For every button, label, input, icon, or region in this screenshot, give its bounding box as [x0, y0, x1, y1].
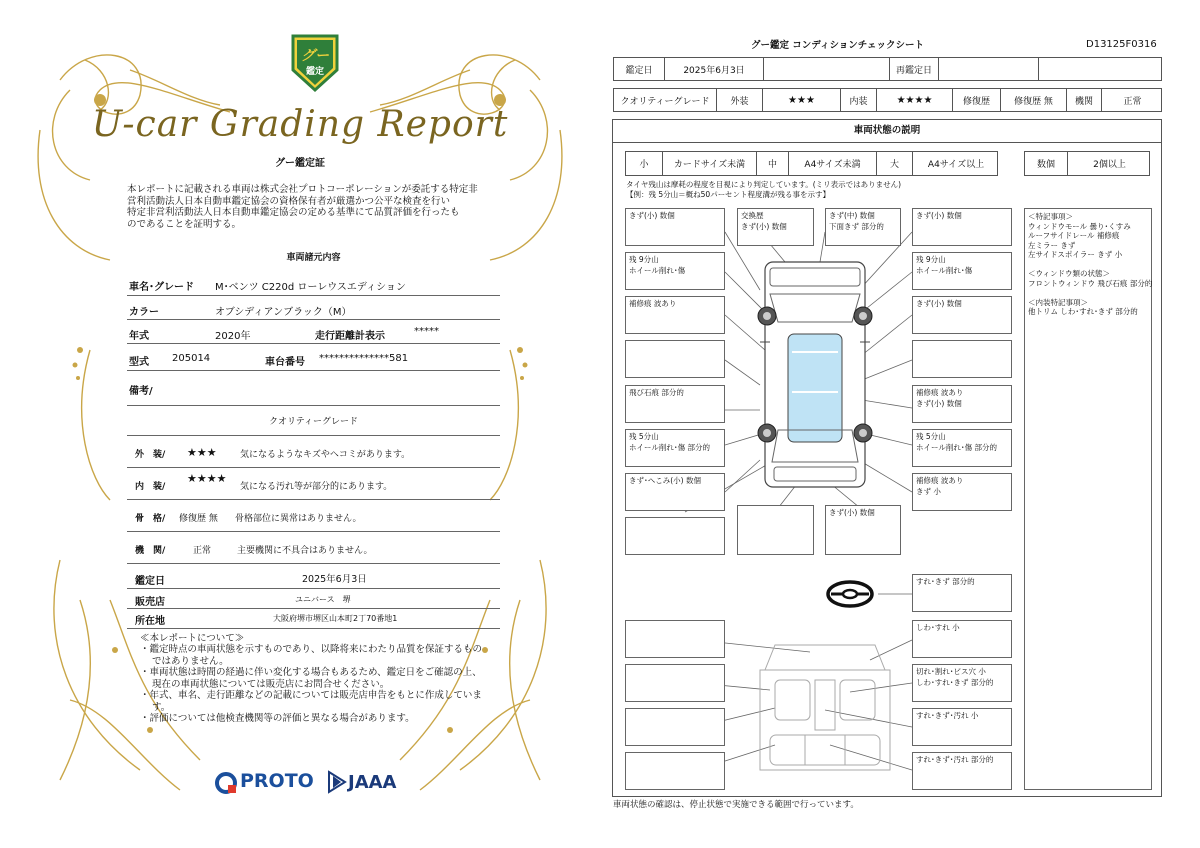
appraisal-date-value: 2025年6月3日: [302, 574, 367, 585]
size-medium-desc: A4サイズ未満: [788, 152, 876, 175]
tire-note-line: タイヤ残山は摩耗の程度を目視により判定しています。(ミリ表示ではありません): [626, 180, 902, 189]
mileage-value: *****: [414, 326, 439, 337]
interior-box: [625, 664, 725, 702]
interior-box: すれ･きず･汚れ 部分的: [912, 752, 1012, 790]
damage-box: [912, 340, 1012, 378]
quality-row-engine: [127, 532, 500, 564]
damage-box: 補修痕 波あり: [625, 296, 725, 334]
quality-section-title: クオリティーグレード: [268, 417, 359, 427]
certificate-body-line: 本レポートに記載される車両は株式会社プロトコーポレーションが委託する特定非: [127, 184, 478, 195]
remark-line: 他トリム しわ･すれ･きず 部分的: [1028, 307, 1138, 316]
dealer-value: ユニバース 堺: [295, 595, 351, 604]
interior-stars: ★★★★: [187, 472, 227, 485]
appraisal-date-label: 鑑定日: [135, 576, 165, 587]
exterior-label: 外 装/: [135, 450, 166, 460]
spec-row-model: [127, 344, 500, 371]
name-label: 車名･グレード: [129, 282, 194, 293]
damage-box: [625, 340, 725, 378]
frame-label: 骨 格/: [135, 514, 166, 524]
goo-appraisal-badge-icon: [287, 30, 343, 94]
address-value: 大阪府堺市堺区山本町2丁70番地1: [273, 614, 398, 623]
spec-row-remarks: [127, 371, 500, 406]
reappraisal-label: 再鑑定日: [889, 58, 938, 80]
interior-box: すれ･きず･汚れ 小: [912, 708, 1012, 746]
car-top-view-icon: [758, 262, 872, 487]
jaaa-logo-text: JAAA: [348, 772, 397, 793]
size-small: 小: [639, 160, 649, 170]
engine-label: 機 関/: [135, 546, 166, 556]
certificate-heading: グー鑑定証: [275, 158, 325, 169]
mileage-label: 走行距離計表示: [315, 331, 385, 342]
tire-box: 残 9分山 ホイール削れ･傷: [912, 252, 1012, 290]
interior-box: 切れ･割れ･ビス穴 小 しわ･すれ･きず 部分的: [912, 664, 1012, 702]
steering-wheel-icon: [828, 582, 872, 606]
damage-box: 補修痕 波あり きず(小) 数個: [912, 385, 1012, 423]
interior-label: 内装: [840, 89, 876, 111]
remark-line: [1028, 260, 1148, 270]
proto-logo-text: PROTO: [240, 770, 314, 792]
condition-title: 車両状態の説明: [612, 119, 1162, 143]
sheet-date-label: 鑑定日: [625, 65, 653, 76]
exterior-stars: ★★★: [187, 446, 217, 459]
frame-comment: 骨格部位に異常はありません。: [235, 514, 362, 524]
document-id: D13125F0316: [1086, 39, 1157, 50]
remark-line: フロントウィンドウ 飛び石痕 部分的: [1028, 278, 1153, 288]
model-value: 205014: [172, 353, 211, 364]
interior-label: 内 装/: [135, 482, 166, 492]
engine-comment: 主要機関に不具合はありません。: [237, 546, 373, 556]
count-desc: 2個以上: [1067, 152, 1151, 175]
engine-value: 正常: [1101, 89, 1163, 111]
damage-box: [625, 517, 725, 555]
interior-box: [625, 620, 725, 658]
remark-line: [1028, 288, 1148, 298]
interior-comment: 気になる汚れ等が部分的にあります。: [240, 482, 393, 492]
tire-note-line: 【例：残 5分山＝概ね50パーセント程度溝が残る事を示す】: [626, 190, 831, 199]
address-label: 所在地: [135, 616, 165, 627]
tire-box: 残 5分山 ホイール削れ･傷 部分的: [625, 429, 725, 467]
damage-box: きず(中) 数個 下面きず 部分的: [825, 208, 901, 246]
remark-line: ルーフサイドレール 補修痕: [1028, 231, 1120, 240]
sheet-date-value: 2025年6月3日: [664, 58, 763, 80]
note-item: ・ 評価については他検査機関等の評価と異なる場合があります。: [140, 713, 490, 725]
chassis-value: **************581: [319, 353, 409, 364]
remarks-label: 備考/: [129, 386, 153, 397]
damage-box: 補修痕 波あり きず 小: [912, 473, 1012, 511]
interior-box: [625, 708, 725, 746]
remark-line: ＜内装特記事項＞: [1028, 297, 1088, 307]
count-label: 数個: [1036, 160, 1055, 170]
damage-box: きず(小) 数個: [825, 505, 901, 555]
year-label: 年式: [129, 331, 149, 342]
name-value: M･ベンツ C220d ローレウスエディション: [215, 282, 406, 293]
quality-grade-label: クオリティーグレード: [620, 96, 710, 107]
interior-box: しわ･すれ 小: [912, 620, 1012, 658]
notes-list: [140, 644, 490, 725]
damage-box: 交換歴 きず(小) 数個: [737, 208, 814, 246]
quality-row-exterior: [127, 436, 500, 468]
address-row: [127, 609, 500, 629]
chassis-label: 車台番号: [265, 357, 305, 368]
engine-label: 機関: [1066, 89, 1101, 111]
spec-row-year: [127, 320, 500, 344]
engine-value: 正常: [193, 546, 212, 556]
quality-row-frame: [127, 500, 500, 532]
remark-line: ウィンドウモール 曇り･くすみ: [1028, 221, 1131, 231]
badge-text: グー: [301, 48, 329, 64]
quality-row-interior: [127, 468, 500, 500]
size-small-desc: カードサイズ未満: [662, 152, 756, 175]
dealer-label: 販売店: [135, 597, 165, 608]
interior-box: すれ･きず 部分的: [912, 574, 1012, 612]
damage-box: 飛び石痕 部分的: [625, 385, 725, 423]
remark-line: ＜ウィンドウ類の状態＞: [1028, 269, 1111, 278]
certificate-body: [127, 184, 495, 230]
exterior-label: 外装: [716, 89, 762, 111]
frame-value: 修復歴 無: [179, 514, 218, 524]
model-label: 型式: [129, 357, 149, 368]
note-item: ・ 鑑定時点の車両状態を示すものであり、以降将来にわたり品質を保証するものではありません。: [140, 644, 490, 667]
exterior-value: ★★★: [762, 89, 840, 111]
color-value: オブシディアンブラック（M）: [215, 307, 352, 318]
sheet-title: グー鑑定 コンディションチェックシート: [750, 40, 925, 51]
repair-history-value: 修復歴 無: [1000, 89, 1066, 111]
note-item: ・ 車両状態は時間の経過に伴い変化する場合もあるため、鑑定日をご確認の上、現在の車両状態については販売店にお問合せください。: [140, 667, 490, 690]
proto-logo-icon: [214, 771, 238, 795]
remark-line: 左サイドスポイラー きず 小: [1028, 250, 1123, 259]
remark-line: 左ミラー きず: [1028, 240, 1076, 250]
size-large: 大: [876, 152, 912, 175]
interior-value: ★★★★: [876, 89, 952, 111]
damage-box: きず･へこみ(小) 数個: [625, 473, 725, 511]
certificate-body-line: 特定非営利活動法人日本自動車鑑定協会の定める基準にて品質評価を行ったも: [127, 207, 460, 218]
quality-divider: [127, 428, 500, 436]
color-label: カラー: [129, 307, 159, 318]
damage-box: きず(小) 数個: [912, 296, 1012, 334]
interior-box: [625, 752, 725, 790]
exterior-comment: 気になるようなキズやヘコミがあります。: [240, 450, 411, 460]
badge-subtext: 鑑定: [305, 67, 325, 77]
report-title: U-car Grading Report: [91, 104, 509, 145]
special-remarks-panel: [1024, 208, 1152, 790]
year-value: 2020年: [215, 331, 251, 342]
car-interior-icon: [760, 645, 890, 770]
spec-row-color: [127, 296, 500, 320]
damage-box: きず(小) 数個: [625, 208, 725, 246]
repair-history-label: 修復歴: [952, 89, 1000, 111]
certificate-body-line: のであることを証明する。: [127, 218, 242, 230]
note-item: ・ 年式、車名、走行距離などの記載については販売店申告をもとに作成しています。: [140, 690, 490, 713]
notes-title: ≪本レポートについて≫: [140, 633, 245, 644]
tire-box: 残 9分山 ホイール削れ･傷: [625, 252, 725, 290]
remark-line: ＜特記事項＞: [1028, 212, 1073, 221]
damage-box: [737, 505, 814, 555]
spec-row-name: [127, 273, 500, 296]
appraisal-date-row: [127, 568, 500, 589]
sheet-footnote: 車両状態の確認は、停止状態で実施できる範囲で行っています。: [613, 800, 859, 810]
dealer-row: [127, 589, 500, 609]
size-large-desc: A4サイズ以上: [912, 152, 999, 175]
certificate-body-line: 営利活動法人日本自動車鑑定協会の資格保有者が厳選かつ公平な検査を行い: [127, 195, 451, 207]
size-medium: 中: [756, 152, 788, 175]
jaaa-logo-icon: [327, 770, 347, 794]
tire-box: 残 5分山 ホイール削れ･傷 部分的: [912, 429, 1012, 467]
spec-section-title: 車両諸元内容: [286, 253, 341, 263]
damage-box: きず(小) 数個: [912, 208, 1012, 246]
